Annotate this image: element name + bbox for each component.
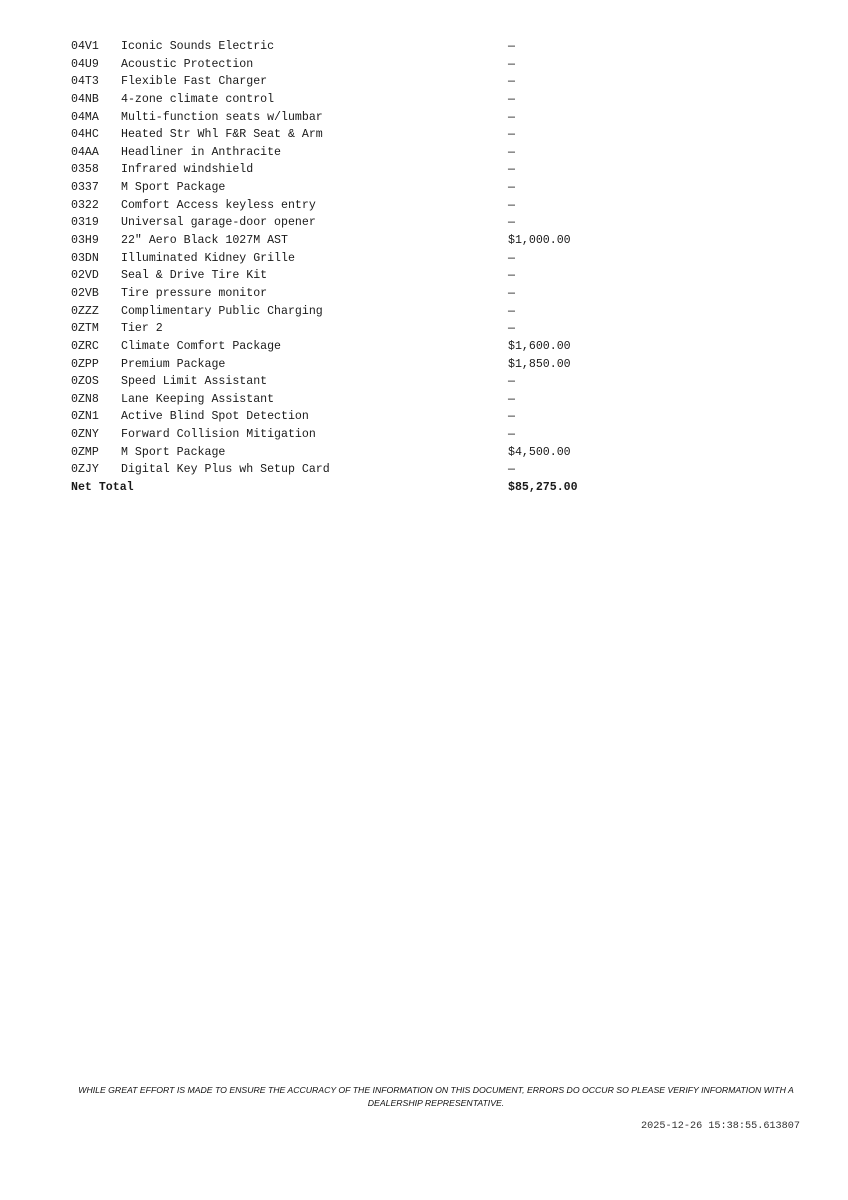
option-description: Active Blind Spot Detection bbox=[121, 410, 309, 424]
option-code: 0322 bbox=[71, 198, 99, 212]
option-price: — bbox=[508, 198, 515, 212]
option-description: 22" Aero Black 1027M AST bbox=[121, 234, 288, 248]
option-description: Comfort Access keyless entry bbox=[121, 198, 316, 212]
option-code: 04NB bbox=[71, 92, 99, 106]
option-code: 03DN bbox=[71, 251, 99, 265]
option-price: — bbox=[508, 57, 515, 71]
option-price: $4,500.00 bbox=[508, 445, 571, 459]
option-code: 04T3 bbox=[71, 75, 99, 89]
option-price: — bbox=[508, 110, 515, 124]
option-price: — bbox=[508, 181, 515, 195]
option-row bbox=[71, 91, 591, 109]
option-price: — bbox=[508, 75, 515, 89]
option-description: Flexible Fast Charger bbox=[121, 75, 268, 89]
option-code: 0ZZZ bbox=[71, 304, 99, 318]
option-description: Speed Limit Assistant bbox=[121, 375, 268, 389]
disclaimer: WHILE GREAT EFFORT IS MADE TO ENSURE THE ACCURACY OF THE INFORMATION ON THIS DOCUMENT, ERRORS DO OCCUR SO PLEASE VERIFY INFORMATION WITH A DEALERSHIP REPRESENTATIVE. bbox=[78, 1085, 794, 1108]
option-price: — bbox=[508, 304, 515, 318]
option-code: 0ZN8 bbox=[71, 392, 99, 406]
option-description: Heated Str Whl F&R Seat & Arm bbox=[121, 128, 323, 142]
option-price: — bbox=[508, 286, 515, 300]
option-code: 03H9 bbox=[71, 234, 99, 248]
option-description: Complimentary Public Charging bbox=[121, 304, 323, 318]
option-row bbox=[71, 303, 591, 321]
net-total-label: Net Total bbox=[71, 481, 134, 495]
option-row bbox=[71, 267, 591, 285]
timestamp: 2025-12-26 15:38:55.613807 bbox=[641, 1121, 800, 1132]
option-code: 0ZTM bbox=[71, 322, 99, 336]
option-row bbox=[71, 444, 591, 462]
option-price: — bbox=[508, 428, 515, 442]
option-code: 04MA bbox=[71, 110, 99, 124]
option-price: — bbox=[508, 410, 515, 424]
option-row bbox=[71, 161, 591, 179]
option-code: 0ZJY bbox=[71, 463, 99, 477]
option-row bbox=[71, 426, 591, 444]
option-description: Premium Package bbox=[121, 357, 226, 371]
option-price: — bbox=[508, 392, 515, 406]
option-code: 0358 bbox=[71, 163, 99, 177]
option-row bbox=[71, 144, 591, 162]
option-code: 04V1 bbox=[71, 40, 99, 53]
option-description: Universal garage-door opener bbox=[121, 216, 316, 230]
option-row bbox=[71, 179, 591, 197]
option-row bbox=[71, 250, 591, 268]
option-description: Headliner in Anthracite bbox=[121, 145, 282, 159]
option-description: Multi-function seats w/lumbar bbox=[121, 110, 323, 124]
option-code: 02VD bbox=[71, 269, 99, 283]
option-row bbox=[71, 126, 591, 144]
option-price: — bbox=[508, 216, 515, 230]
option-price: — bbox=[508, 251, 515, 265]
option-rows bbox=[71, 38, 591, 479]
option-price: $1,600.00 bbox=[508, 339, 571, 353]
option-row bbox=[71, 461, 591, 479]
option-price: $1,850.00 bbox=[508, 357, 571, 371]
options-table bbox=[71, 38, 591, 497]
option-code: 0ZN1 bbox=[71, 410, 99, 424]
option-code: 0ZNY bbox=[71, 428, 99, 442]
option-row bbox=[71, 338, 591, 356]
option-code: 0ZOS bbox=[71, 375, 99, 389]
option-row bbox=[71, 109, 591, 127]
option-row bbox=[71, 285, 591, 303]
option-description: 4-zone climate control bbox=[121, 92, 275, 106]
option-description: Climate Comfort Package bbox=[121, 339, 282, 353]
option-code: 0ZRC bbox=[71, 339, 99, 353]
option-description: Illuminated Kidney Grille bbox=[121, 251, 295, 265]
option-code: 0337 bbox=[71, 181, 99, 195]
option-price: $1,000.00 bbox=[508, 234, 571, 248]
option-row bbox=[71, 320, 591, 338]
option-row bbox=[71, 391, 591, 409]
option-price: — bbox=[508, 463, 515, 477]
option-code: 0319 bbox=[71, 216, 99, 230]
option-price: — bbox=[508, 163, 515, 177]
option-description: Tire pressure monitor bbox=[121, 286, 268, 300]
option-code: 02VB bbox=[71, 286, 99, 300]
option-description: M Sport Package bbox=[121, 445, 226, 459]
option-code: 04AA bbox=[71, 145, 99, 159]
option-row bbox=[71, 197, 591, 215]
option-code: 04HC bbox=[71, 128, 99, 142]
option-row bbox=[71, 73, 591, 91]
option-description: M Sport Package bbox=[121, 181, 226, 195]
option-price: — bbox=[508, 128, 515, 142]
net-total-value: $85,275.00 bbox=[508, 481, 578, 495]
option-row bbox=[71, 38, 591, 56]
option-description: Seal & Drive Tire Kit bbox=[121, 269, 268, 283]
option-description: Tier 2 bbox=[121, 322, 163, 336]
option-row bbox=[71, 408, 591, 426]
option-row bbox=[71, 232, 591, 250]
net-total-row bbox=[71, 479, 591, 497]
option-description: Infrared windshield bbox=[121, 163, 254, 177]
option-price: — bbox=[508, 322, 515, 336]
option-code: 0ZMP bbox=[71, 445, 99, 459]
option-price: — bbox=[508, 92, 515, 106]
option-description: Forward Collision Mitigation bbox=[121, 428, 316, 442]
option-row bbox=[71, 56, 591, 74]
option-description: Lane Keeping Assistant bbox=[121, 392, 275, 406]
option-price: — bbox=[508, 40, 515, 53]
option-price: — bbox=[508, 145, 515, 159]
option-row bbox=[71, 373, 591, 391]
option-row bbox=[71, 214, 591, 232]
option-description: Acoustic Protection bbox=[121, 57, 254, 71]
option-code: 04U9 bbox=[71, 57, 99, 71]
option-description: Digital Key Plus wh Setup Card bbox=[121, 463, 330, 477]
option-code: 0ZPP bbox=[71, 357, 99, 371]
option-price: — bbox=[508, 269, 515, 283]
option-row bbox=[71, 356, 591, 374]
option-description: Iconic Sounds Electric bbox=[121, 40, 275, 53]
option-price: — bbox=[508, 375, 515, 389]
